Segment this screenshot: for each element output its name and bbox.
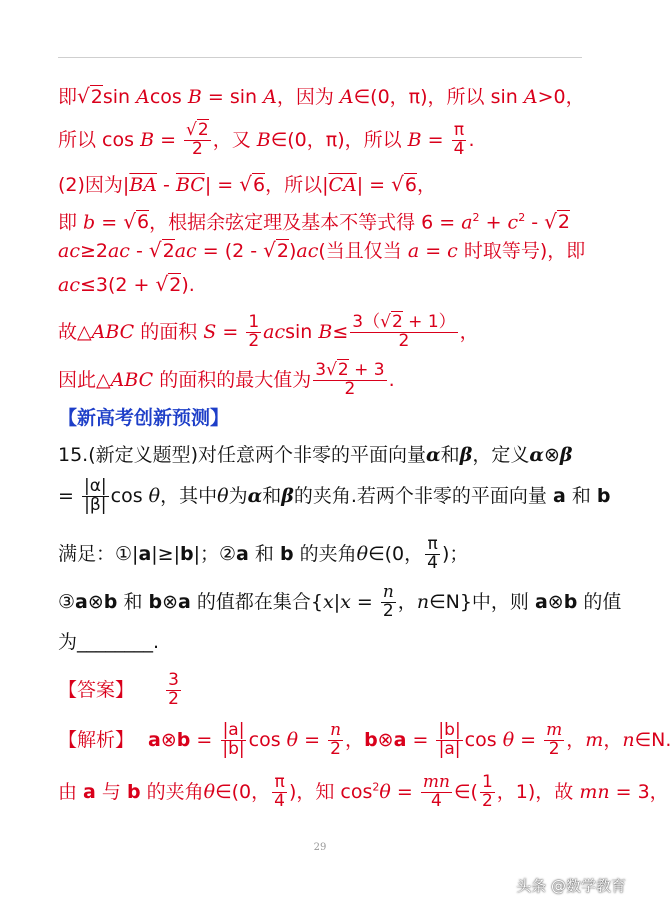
fraction: $\frac{|\alpha|}{|\beta|}$: [83, 476, 107, 515]
fraction: $\frac{|a|}{|b|}$: [222, 720, 245, 759]
analysis-line-1: 【解析】 a⊗b = $\frac{|a|}{|b|}$ cos θ = $\frac{n}{2}$ ，b⊗a = $\frac{|b|}{|a|}$ cos θ = $\frac{m}{2}$ ，m，n∈N.: [58, 720, 671, 759]
answer-fraction: $\frac{3}{2}$: [168, 670, 179, 709]
fraction: $\frac{1}{2}$: [248, 312, 260, 351]
fraction: $\frac{√2}{2}$: [186, 120, 209, 159]
solution-line-8: 因此△ABC 的面积的最大值为 $\frac{3√2 + 3}{2}$ .: [58, 360, 395, 399]
problem-line-2: = $\frac{|\alpha|}{|\beta|}$ cos θ，其中θ为α和β的夹角.若两个非零的平面向量 a 和 b: [58, 476, 611, 515]
solution-line-7: 故△ABC 的面积 S = $\frac{1}{2}$ acsin B≤ $\frac{3(√2 + 1)}{2}$ ，: [58, 312, 479, 351]
problem-line-5: 为________.: [58, 631, 160, 653]
analysis-label: 【解析】: [58, 728, 135, 751]
fraction: $\frac{n}{2}$: [330, 720, 342, 759]
fraction: $\frac{n}{2}$: [382, 582, 394, 621]
problem-line-1: 15.(新定义题型)对任意两个非零的平面向量α和β，定义α⊗β: [58, 444, 573, 466]
watermark: 头条 @数学教育: [516, 877, 626, 895]
solution-line-1: 即√2sin Acos B = sin A，因为 A∈(0，π)，所以 sin A>0，: [58, 84, 585, 108]
answer-line: [58, 672, 183, 709]
fraction: $\frac{1}{2}$: [481, 772, 493, 811]
page-number: 29: [313, 842, 327, 853]
fraction: $\frac{3√2 + 3}{2}$: [315, 360, 385, 399]
solution-line-6: ac≤3(2 + √2).: [58, 272, 195, 296]
answer-label: 【答案】: [58, 678, 135, 701]
analysis-line-2: 由 a 与 b 的夹角θ∈(0， $\frac{\pi}{4}$ )，知 $\cos^2\theta$ = $\frac{mn}{4}$ ∈( $\frac{1}{2}$ ，1)，故 mn = 3，: [58, 772, 669, 811]
section-header: 【新高考创新预测】: [58, 407, 230, 429]
problem-line-3: 满足：①|a|≥|b|；②a 和 b 的夹角θ∈(0， $\frac{\pi}{4}$ )；: [58, 534, 469, 573]
solution-line-5: ac≥2ac - √2ac = (2 - √2)ac(当且仅当 a = c 时取等号)，即: [58, 238, 586, 262]
solution-line-4: 即 b = √6，根据余弦定理及基本不等式得 $6 = a^2 + c^2 - √2$: [58, 209, 570, 234]
fraction: $\frac{\pi}{4}$: [427, 534, 438, 573]
fraction: $\frac{|b|}{|a|}$: [438, 720, 461, 759]
solution-line-3: (2)因为$|\overline{BA} - \overline{BC}| = √6$，所以$|\overline{CA}| = √6$，: [58, 172, 436, 196]
fraction: $\frac{\pi}{4}$: [274, 772, 285, 811]
solution-line-2: 所以 cos B = $\frac{√2}{2}$ ，又 B∈(0，π)，所以 B = $\frac{\pi}{4}$ .: [58, 120, 475, 159]
fraction: $\frac{mn}{4}$: [422, 772, 450, 811]
problem-line-4: ③a⊗b 和 b⊗a 的值都在集合{x|x = $\frac{n}{2}$ ，n∈N}中，则 a⊗b 的值: [58, 582, 622, 621]
fraction: $\frac{m}{2}$: [546, 720, 563, 759]
fraction: $\frac{\pi}{4}$: [453, 120, 465, 159]
fraction: $\frac{3(√2 + 1)}{2}$: [352, 312, 456, 351]
top-rule: [58, 57, 582, 58]
